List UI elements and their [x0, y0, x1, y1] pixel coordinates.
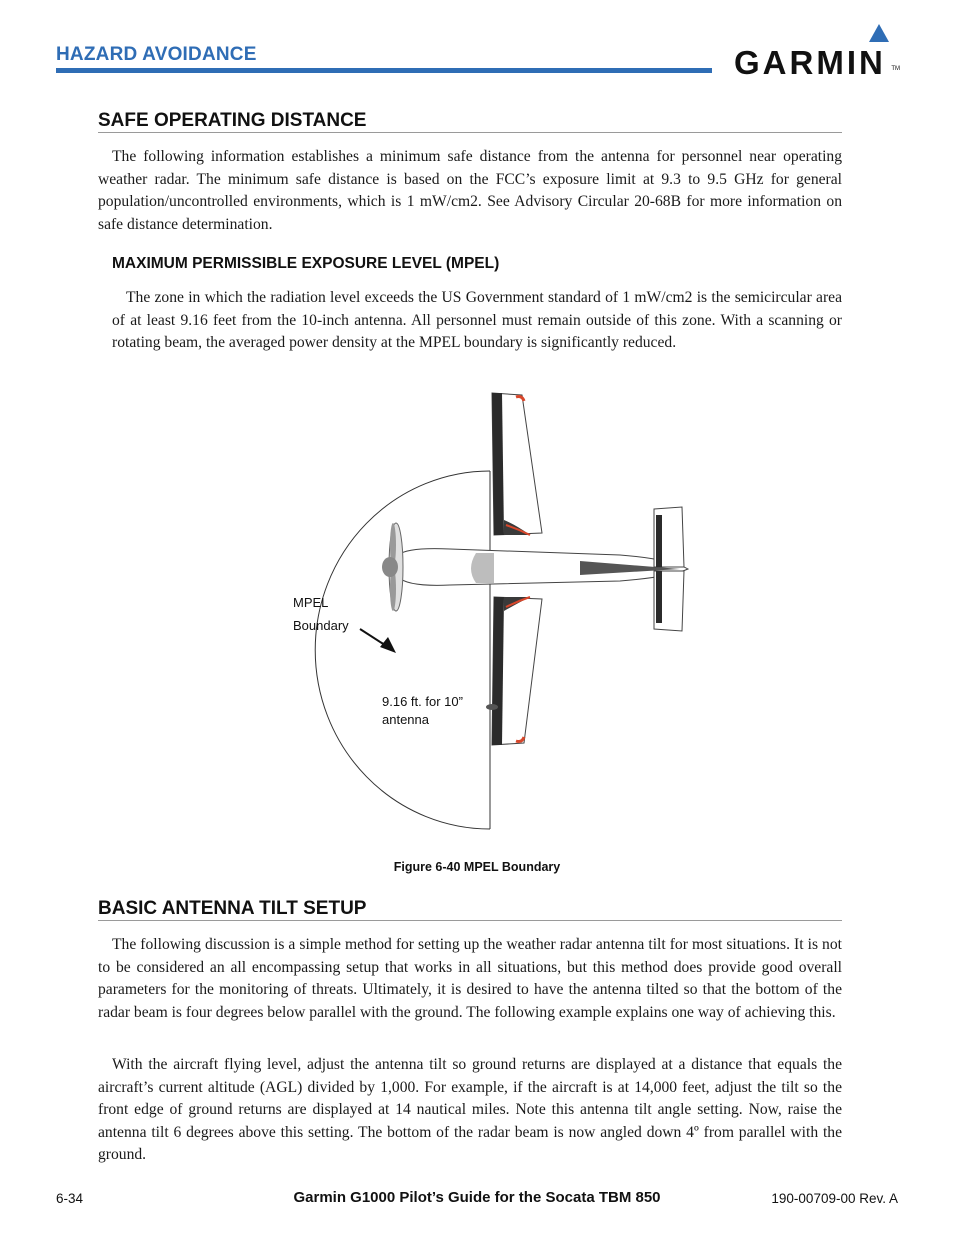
paragraph-safe-distance: The following information establishes a minimum safe distance from the antenna for personnel near operating weather radar. The minimum safe distance is based on the FCC’s exposure limit at 9.3 to 9.5 GHz for general population/uncontrolled environments, which is 1 mW/cm2. See Advisory Circular 20-68B for more information on safe distance determination. — [98, 148, 842, 233]
propeller-icon — [382, 523, 403, 611]
logo-triangle-icon — [869, 24, 889, 42]
logo-trademark: TM — [891, 66, 900, 72]
heading-basic-antenna-tilt: BASIC ANTENNA TILT SETUP — [98, 898, 367, 919]
paragraph-tilt-2: With the aircraft flying level, adjust the antenna tilt so ground returns are displayed at a distance that equals the aircraft’s current altitude (AGL) divided by 1,000. For example, if the aircraft is at 14,000 feet, adjust the tilt so the front edge of ground returns are displayed at 14 nautical miles. Note this antenna tilt angle setting. Now, raise the antenna tilt 6 degrees above this setting. The bottom of the radar beam is now angled down 4º from parallel with the ground. — [98, 1056, 842, 1164]
logo-wordmark: GARMIN — [734, 44, 886, 81]
header-rule — [56, 68, 712, 73]
garmin-logo — [734, 24, 900, 81]
mpel-figure — [280, 385, 700, 835]
antenna-marker — [486, 704, 498, 710]
mpel-boundary-arc — [315, 471, 490, 829]
footer-title: Garmin G1000 Pilot’s Guide for the Socata TBM 850 — [293, 1189, 661, 1206]
section-title: HAZARD AVOIDANCE — [56, 44, 257, 65]
heading-rule — [98, 132, 842, 133]
heading-mpel: MAXIMUM PERMISSIBLE EXPOSURE LEVEL (MPEL) — [112, 255, 500, 272]
heading-safe-operating-distance: SAFE OPERATING DISTANCE — [98, 110, 367, 131]
label-boundary: Boundary — [293, 618, 349, 633]
doc-number: 190-00709-00 Rev. A — [771, 1191, 898, 1206]
page-number: 6-34 — [56, 1191, 84, 1206]
label-distance: 9.16 ft. for 10” — [382, 694, 463, 709]
heading-rule — [98, 920, 842, 921]
label-mpel: MPEL — [293, 595, 329, 610]
figure-caption: Figure 6-40 MPEL Boundary — [393, 860, 561, 874]
label-antenna: antenna — [382, 712, 429, 727]
paragraph-mpel: The zone in which the radiation level exceeds the US Government standard of 1 mW/cm2 is the semicircular area of at least 9.16 feet from the 10-inch antenna. All personnel must remain outside of this zone. With a scanning or rotating beam, the averaged power density at the MPEL boundary is significantly reduced. — [112, 289, 842, 352]
paragraph-tilt-1: The following discussion is a simple method for setting up the weather radar antenna tilt for most situations. It is not to be considered an all encompassing setup that works in all situations, but this method does provide good overall parameters for the monitoring of threats. Ultimately, it is desired to have the antenna tilted so that the bottom of the radar beam is four degrees below parallel with the ground. The following example explains one way of achieving this. — [98, 936, 842, 1021]
